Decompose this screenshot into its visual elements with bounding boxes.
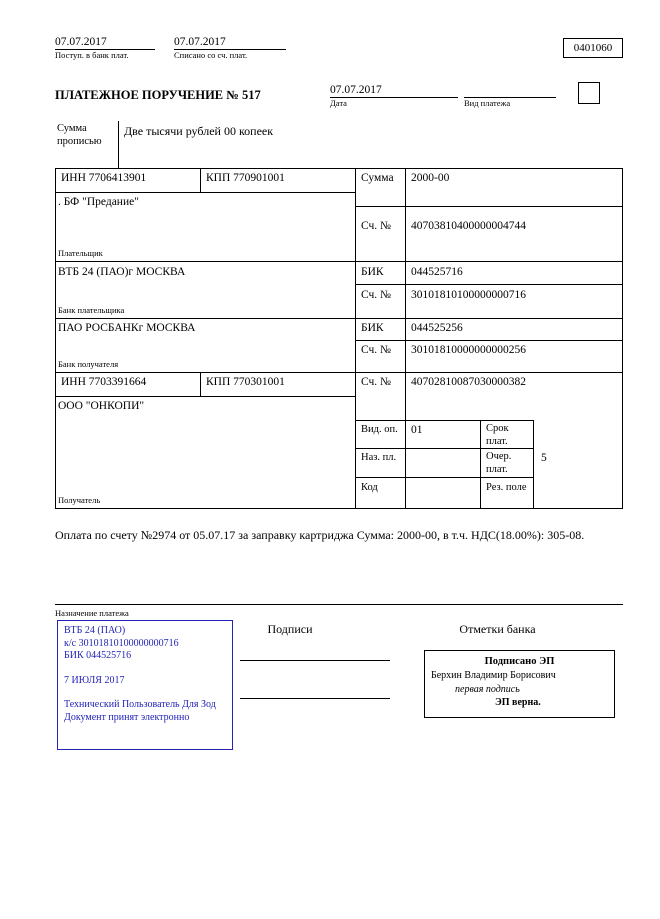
form-code: 0401060 (573, 42, 613, 54)
stamp-note: Документ принят электронно (64, 711, 190, 723)
stamp-spacer (64, 663, 226, 675)
payer-inn: ИНН 7706413901 (61, 172, 147, 184)
grid-line (533, 420, 534, 508)
grid-line (355, 168, 356, 508)
payee-bank-label: Банк получателя (58, 359, 119, 369)
pay-purpose-label: Наз. пл. (361, 452, 397, 463)
reserve-label: Рез. поле (486, 482, 527, 493)
electronic-signature-stamp (424, 650, 615, 718)
payee-bank-account-label: Сч. № (361, 344, 392, 356)
priority-label: Очер. плат. (486, 451, 512, 475)
payee-bank-account: 30101810000000000256 (411, 344, 526, 356)
payer-account: 40703810400000004744 (411, 220, 526, 232)
grid-line (355, 284, 623, 285)
op-kind-label: Вид. оп. (361, 424, 398, 435)
payee-bank-bik: 044525256 (411, 322, 463, 334)
grid-line (622, 168, 623, 508)
stamp-corr-account: к/с 30101810100000000716 (64, 637, 179, 649)
sum-label: Сумма (361, 172, 394, 184)
amount-words-divider-line (118, 121, 119, 168)
grid-line (355, 420, 534, 421)
date-debited-label: Списано со сч. плат. (174, 50, 248, 60)
payee-bank-name: ПАО РОСБАНКг МОСКВА (58, 322, 196, 334)
pay-term-label: Срок плат. (486, 423, 509, 447)
payment-type-block (464, 84, 556, 108)
bank-marks-heading: Отметки банка (459, 622, 536, 636)
stamp-bik: БИК 044525716 (64, 650, 132, 661)
grid-line (55, 508, 623, 509)
payee-account: 40702810087030000382 (411, 376, 526, 388)
payer-name: . БФ "Предание" (58, 196, 139, 208)
payment-type-value (464, 84, 556, 98)
esign-kind: первая подпись (455, 683, 520, 695)
signature-line (240, 660, 390, 661)
amount-words-value: Две тысячи рублей 00 копеек (124, 124, 274, 138)
payment-type-label: Вид платежа (464, 98, 511, 108)
date-debited-block (174, 36, 286, 60)
stamp-date: 7 ИЮЛЯ 2017 (64, 674, 125, 686)
signature-line (240, 698, 390, 699)
title-date-label: Дата (330, 98, 347, 108)
esign-title: Подписано ЭП (484, 656, 555, 667)
grid-line (55, 168, 623, 169)
payee-kpp: КПП 770301001 (206, 376, 285, 388)
esign-signer: Берхин Владимир Борисович (431, 670, 556, 682)
payee-account-label: Сч. № (361, 376, 392, 388)
title-date-value: 07.07.2017 (330, 84, 458, 98)
date-received-block (55, 36, 155, 60)
payee-name: ООО "ОНКОПИ" (58, 400, 145, 412)
payer-bank-label: Банк плательщика (58, 305, 125, 315)
purpose-text: Оплата по счету №2974 от 05.07.17 за заправку картриджа Сумма: 2000-00, в т.ч. НДС(18.00%): 305-08. (55, 528, 585, 542)
payer-label: Плательщик (58, 248, 103, 258)
title-checkbox (578, 82, 600, 104)
stamp-bank-name: ВТБ 24 (ПАО) (64, 625, 126, 636)
date-received-label: Поступ. в банк плат. (55, 50, 129, 60)
stamp-spacer (64, 687, 226, 699)
esign-validity: ЭП верна. (495, 697, 541, 709)
stamp-user: Технический Пользователь Для Зод (64, 699, 216, 710)
payer-bank-bik-label: БИК (361, 266, 384, 278)
grid-line (355, 206, 623, 207)
code-label: Код (361, 482, 378, 493)
payer-bank-account: 30101810100000000716 (411, 289, 526, 301)
grid-line (200, 168, 201, 192)
grid-line (55, 372, 623, 373)
priority-value: 5 (541, 452, 547, 464)
bank-acceptance-stamp (57, 620, 233, 750)
date-debited-value: 07.07.2017 (174, 36, 286, 50)
op-kind-value: 01 (411, 424, 423, 436)
grid-line (55, 168, 56, 508)
payee-label: Получатель (58, 495, 101, 505)
payer-kpp: КПП 770901001 (206, 172, 285, 184)
title-date-block (330, 84, 458, 108)
grid-line (55, 396, 356, 397)
payer-bank-bik: 044525716 (411, 266, 463, 278)
grid-line (55, 261, 623, 262)
grid-line (355, 477, 534, 478)
date-received-value: 07.07.2017 (55, 36, 155, 50)
document-title: ПЛАТЕЖНОЕ ПОРУЧЕНИЕ № 517 (55, 88, 261, 102)
payee-bank-bik-label: БИК (361, 322, 384, 334)
grid-line (405, 168, 406, 508)
grid-line (200, 372, 201, 396)
grid-line (480, 420, 481, 508)
payee-inn: ИНН 7703391664 (61, 376, 147, 388)
purpose-underline (55, 604, 623, 605)
amount-words-label: Сумма прописью (57, 123, 102, 147)
form-code-box (563, 38, 623, 58)
grid-line (55, 192, 356, 193)
payer-bank-account-label: Сч. № (361, 289, 392, 301)
payer-bank-name: ВТБ 24 (ПАО)г МОСКВА (58, 266, 186, 278)
payer-account-label: Сч. № (361, 220, 392, 232)
grid-line (355, 340, 623, 341)
signatures-heading: Подписи (267, 622, 313, 636)
sum-value: 2000-00 (411, 172, 450, 184)
purpose-label: Назначение платежа (55, 608, 129, 618)
grid-line (55, 318, 623, 319)
